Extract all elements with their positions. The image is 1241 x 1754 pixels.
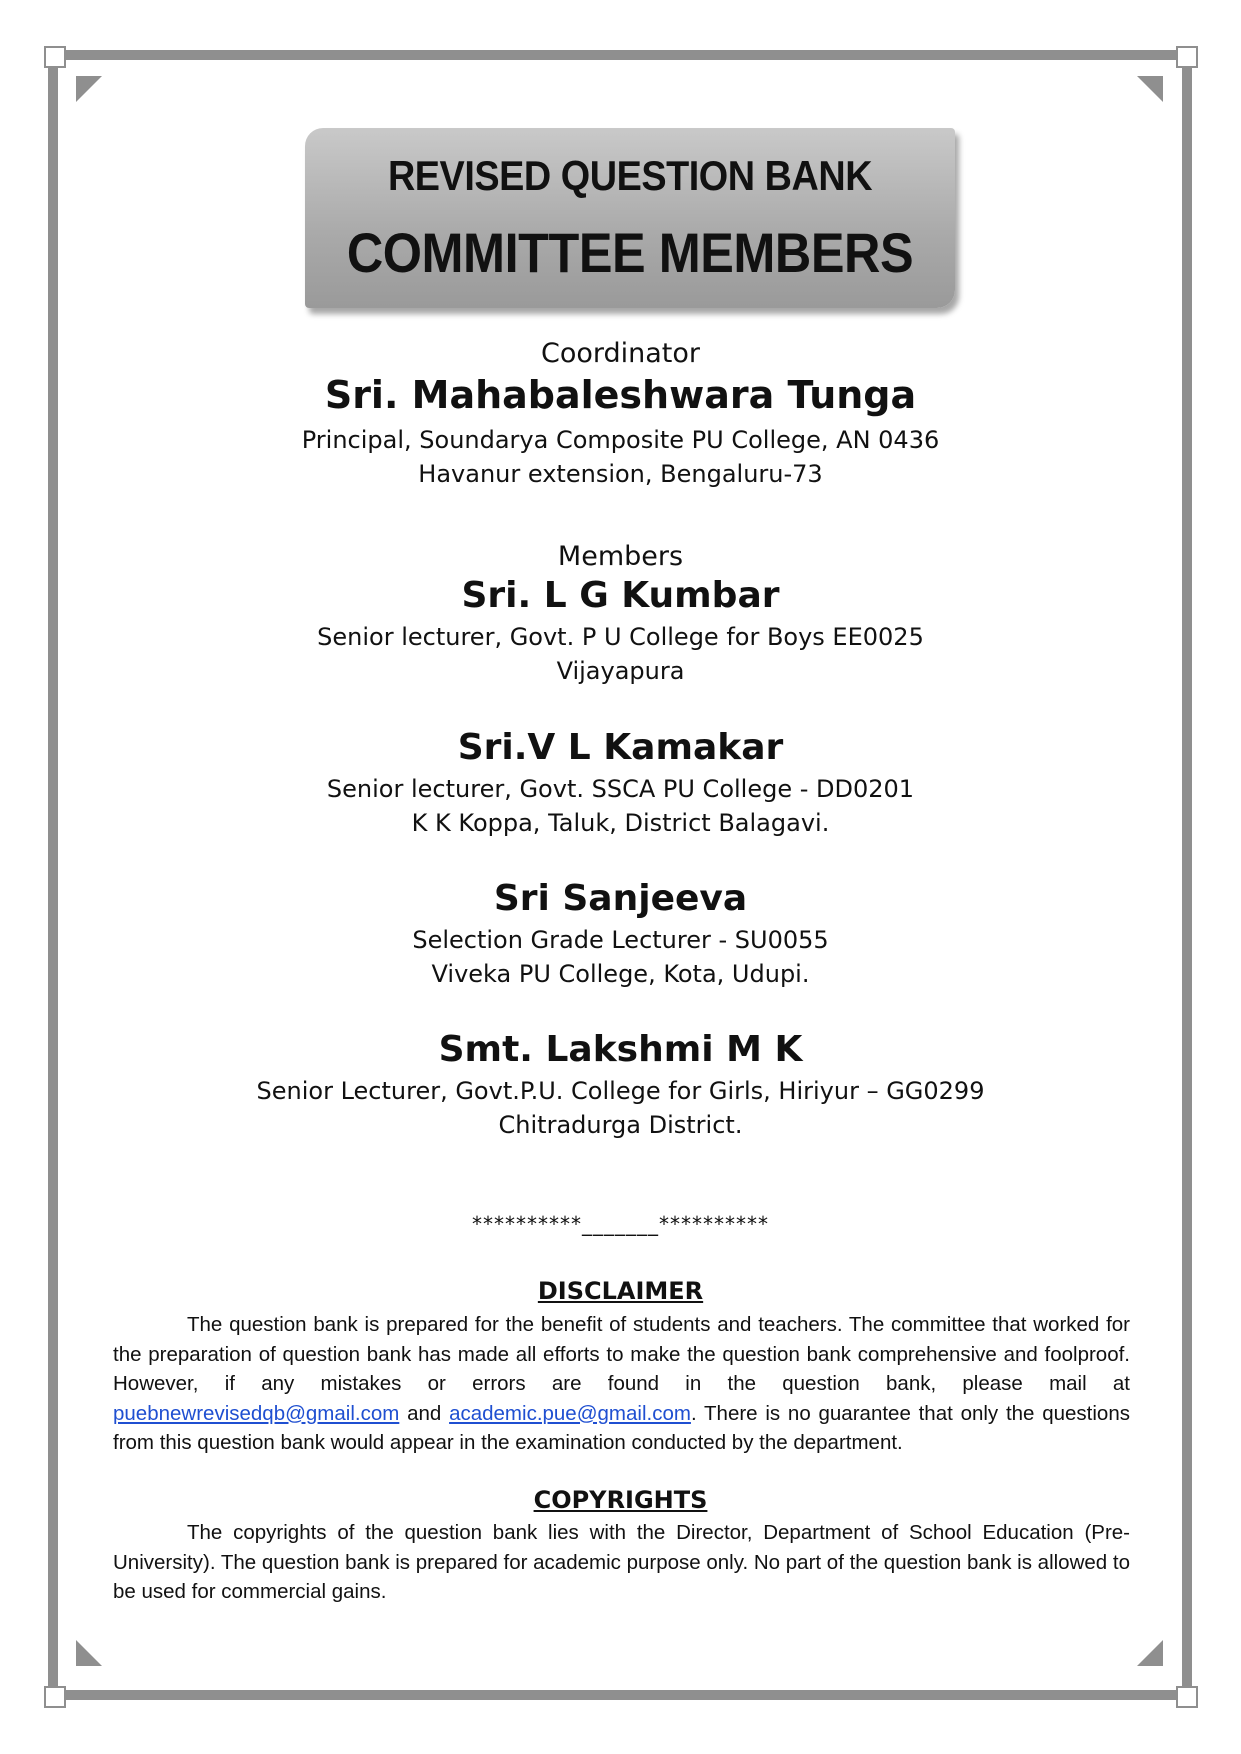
- border-corner-bottom-right: [1176, 1686, 1198, 1708]
- members-block: [120, 540, 1121, 688]
- page-border-bottom: [54, 1690, 1186, 1700]
- coordinator-name: Sri. Mahabaleshwara Tunga: [324, 373, 917, 417]
- page-border-top: [54, 50, 1186, 60]
- border-corner-top-right: [1176, 46, 1198, 68]
- banner-subtitle: REVISED QUESTION BANK: [387, 152, 873, 199]
- corner-triangle-icon: [1137, 76, 1163, 102]
- copyrights-paragraph: The copyrights of the question bank lies with the Director, Department of School Education (Pre-University). The question bank is prepared for academic purpose only. No part of the question bank is allowed to be used for commercial gains.: [113, 1521, 1130, 1603]
- email-link-qb[interactable]: puebnewrevisedqb@gmail.com: [113, 1401, 400, 1425]
- member-address: Viveka PU College, Kota, Udupi.: [431, 960, 810, 988]
- member-designation: Senior lecturer, Govt. SSCA PU College - DD0201: [326, 775, 915, 803]
- coordinator-block: [120, 337, 1121, 491]
- member-designation: Selection Grade Lecturer - SU0055: [412, 926, 829, 954]
- disclaimer-heading: DISCLAIMER: [537, 1277, 704, 1305]
- member-address: Vijayapura: [556, 657, 685, 685]
- member-name: Smt. Lakshmi M K: [438, 1029, 803, 1070]
- coordinator-designation: Principal, Soundarya Composite PU College, AN 0436: [301, 426, 940, 454]
- disclaimer-text-end: . There is no guarantee that only the questions from this question bank would appear in the examination conducted by the department.: [113, 1401, 1130, 1454]
- corner-triangle-icon: [76, 76, 102, 102]
- border-corner-bottom-left: [44, 1686, 66, 1708]
- member-address: Chitradurga District.: [498, 1111, 743, 1139]
- copyrights-heading: COPYRIGHTS: [533, 1486, 708, 1514]
- member-block: [120, 877, 1121, 991]
- member-block: [120, 726, 1121, 840]
- corner-triangle-icon: [76, 1640, 102, 1666]
- member-address: K K Koppa, Taluk, District Balagavi.: [411, 809, 830, 837]
- banner-title: COMMITTEE MEMBERS: [346, 221, 914, 284]
- disclaimer-text: The question bank is prepared for the benefit of students and teachers. The committee that worked for the preparation of question bank has made all efforts to make the question bank comprehensive and foolproof. However, if any mistakes or errors are found in the question bank, please mail at: [113, 1313, 1130, 1395]
- members-label: Members: [557, 541, 684, 572]
- page-border-left: [48, 56, 58, 1696]
- member-block: [120, 1028, 1121, 1142]
- corner-triangle-icon: [1137, 1640, 1163, 1666]
- border-corner-top-left: [44, 46, 66, 68]
- member-designation: Senior Lecturer, Govt.P.U. College for Girls, Hiriyur – GG0299: [256, 1077, 985, 1105]
- coordinator-address: Havanur extension, Bengaluru-73: [418, 460, 823, 488]
- title-banner: [305, 128, 955, 308]
- disclaimer-text-and: and: [399, 1401, 450, 1425]
- coordinator-label: Coordinator: [540, 338, 701, 369]
- page-border-right: [1182, 56, 1192, 1696]
- email-link-academic[interactable]: academic.pue@gmail.com: [449, 1401, 691, 1425]
- member-name: Sri. L G Kumbar: [461, 575, 780, 616]
- disclaimer-paragraph: [113, 1310, 1130, 1458]
- member-name: Sri Sanjeeva: [493, 878, 748, 919]
- member-designation: Senior lecturer, Govt. P U College for Boys EE0025: [317, 623, 924, 651]
- member-name: Sri.V L Kamakar: [457, 727, 784, 768]
- separator-line: **********_______**********: [472, 1212, 769, 1236]
